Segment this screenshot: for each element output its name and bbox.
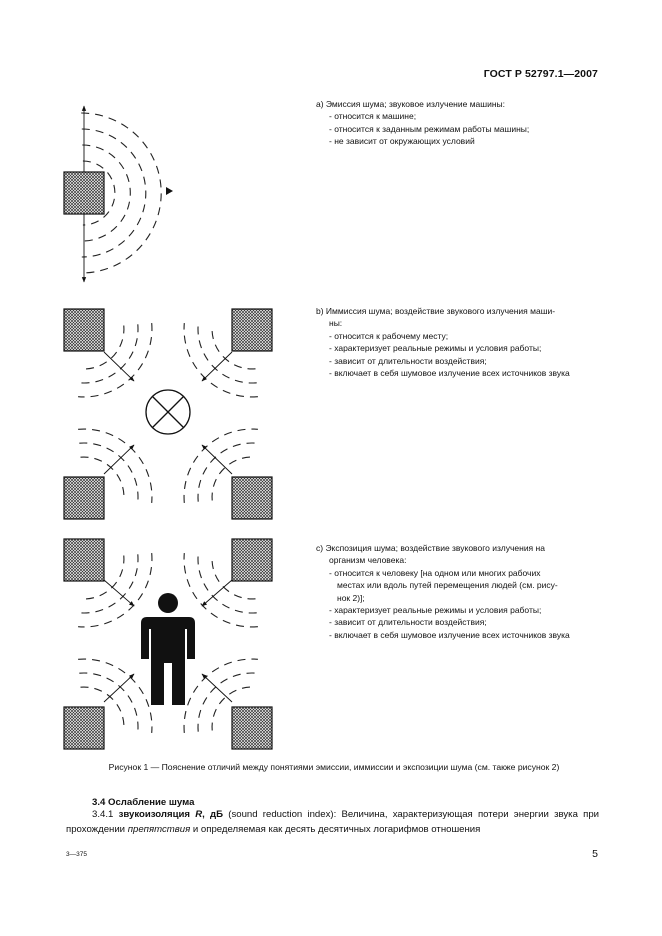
legend-b [316, 305, 600, 379]
legend-b-item: - характеризует реальные режимы и условия работы; [329, 342, 600, 354]
legend-c-item: - характеризует реальные режимы и условия работы; [329, 604, 600, 616]
noise-source-box [232, 539, 272, 581]
standard-header: ГОСТ Р 52797.1—2007 [483, 68, 598, 80]
legend-b-item: - включает в себя шумовое излучение всех источников звука [329, 367, 600, 379]
person-silhouette [141, 593, 195, 705]
clause-number: 3.4.1 [92, 809, 114, 820]
noise-source-box [232, 707, 272, 749]
term-unit: , дБ [202, 809, 224, 820]
figure-caption: Рисунок 1 — Пояснение отличий между понятиями эмиссии, иммиссии и экспозиции шума (см. также рисунок 2) [108, 762, 560, 772]
legend-a [316, 98, 600, 148]
legend-c-title-cont: организм человека: [329, 555, 407, 566]
term: звукоизоляция [118, 809, 190, 820]
definition-text-rest: и определяемая как десять десятичных логарифмов отношения [192, 823, 481, 835]
definition-paragraph [66, 808, 599, 837]
legend-b-title-cont: ны: [329, 318, 343, 329]
arrow [104, 580, 134, 606]
definition-text: (sound reduction index): Величина, характеризующая потери энергии звука при прохождении [66, 809, 600, 835]
noise-source-box [64, 309, 104, 351]
print-code: 3—375 [66, 851, 87, 858]
arrow [202, 580, 232, 606]
section-heading: 3.4 Ослабление шума [92, 797, 195, 808]
legend-a-title: а) Эмиссия шума; звуковое излучение машины: [316, 99, 506, 109]
noise-source-box [232, 477, 272, 519]
legend-a-item: - относится к машине; [329, 110, 600, 122]
legend-c-item: - относится к человеку [на одном или многих рабочих [329, 567, 600, 579]
term-symbol: R [195, 809, 203, 820]
legend-b-item: - относится к рабочему месту; [329, 330, 600, 342]
page-number: 5 [592, 848, 598, 860]
legend-c-title: с) Экспозиция шума; воздействие звукового излучения на [316, 543, 545, 553]
noise-source-box [64, 477, 104, 519]
legend-a-item: - относится к заданным режимам работы машины; [329, 123, 600, 135]
legend-c [316, 542, 600, 641]
receiver-symbol [146, 390, 190, 434]
noise-source-box [232, 309, 272, 351]
noise-source-box [64, 539, 104, 581]
term-reference: препятствия [127, 823, 191, 835]
legend-c-item-cont: местах или вдоль путей перемещения людей (см. рису- [337, 580, 558, 591]
legend-c-item: - включает в себя шумовое излучение всех источников звука [329, 629, 600, 641]
arrow-head [166, 187, 173, 195]
noise-source-box [64, 172, 104, 214]
legend-b-item: - зависит от длительности воздействия; [329, 355, 600, 367]
legend-c-item: - зависит от длительности воздействия; [329, 616, 600, 628]
legend-b-title: b) Иммиссия шума; воздействие звукового излучения маши- [316, 306, 556, 316]
legend-a-item: - не зависит от окружающих условий [329, 135, 600, 147]
legend-c-item-cont: нок 2)]; [337, 592, 365, 603]
noise-source-box [64, 707, 104, 749]
